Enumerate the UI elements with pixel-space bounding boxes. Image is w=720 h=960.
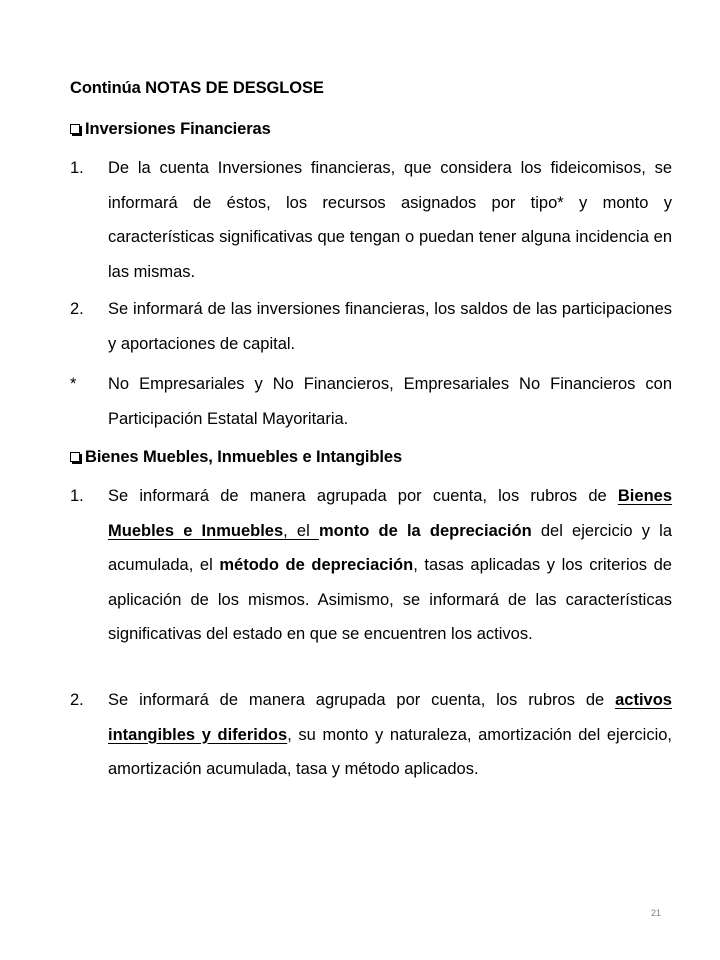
text-run: Se informará de manera agrupada por cuenta, los rubros de <box>108 487 618 505</box>
text-run: , el <box>283 521 319 540</box>
page-number: 21 <box>651 908 662 918</box>
list-item <box>70 479 672 652</box>
item-number: 2. <box>70 691 84 709</box>
item-text <box>108 479 672 652</box>
section-title-bienes <box>70 448 402 467</box>
page-heading: Continúa NOTAS DE DESGLOSE <box>70 79 324 97</box>
text-run: método de depreciación <box>219 556 414 574</box>
text-run: del ejercicio y la acumulada, el <box>108 521 672 574</box>
footnote-text: No Empresariales y No Financieros, Empresariales No Financieros con Participación Estatal Mayoritaria. <box>108 375 672 428</box>
text-run: De la cuenta Inversiones financieras, que considera los fideicomisos, se informará de éstos, los recursos asignados por tipo* y monto y características significativas que tengan o puedan tener alguna incidencia en las mismas. <box>108 159 672 281</box>
item-text <box>108 292 672 361</box>
item-number: 1. <box>70 487 84 505</box>
text-run: , su monto y naturaleza, amortización del ejercicio, amortización acumulada, tasa y método aplicados. <box>108 725 672 778</box>
text-run: Bienes Muebles e Inmuebles <box>108 487 672 540</box>
list-item <box>70 683 672 787</box>
section-title-inversiones <box>70 120 271 139</box>
item-text <box>108 151 672 289</box>
text-run: , tasas aplicadas y los criterios de aplicación de los mismos. Asimismo, se informará de las características significativas del estado en que se encuentren los activos. <box>108 556 672 643</box>
item-number: 2. <box>70 300 84 318</box>
text-run: activos intangibles y diferidos <box>108 691 672 744</box>
item-text <box>108 683 672 787</box>
list-item <box>70 151 672 289</box>
section-title-text: Bienes Muebles, Inmuebles e Intangibles <box>85 448 403 466</box>
footnote <box>70 367 672 436</box>
text-run: Se informará de manera agrupada por cuenta, los rubros de <box>108 691 616 709</box>
footnote-mark: * <box>70 375 77 393</box>
item-number: 1. <box>70 159 84 177</box>
checkbox-bullet-icon <box>70 452 82 464</box>
text-run: monto de la depreciación <box>318 521 532 540</box>
section-title-text: Inversiones Financieras <box>85 120 271 138</box>
list-item <box>70 292 672 361</box>
text-run: Se informará de las inversiones financieras, los saldos de las participaciones y aportaciones de capital. <box>108 300 672 353</box>
checkbox-bullet-icon <box>70 124 82 136</box>
